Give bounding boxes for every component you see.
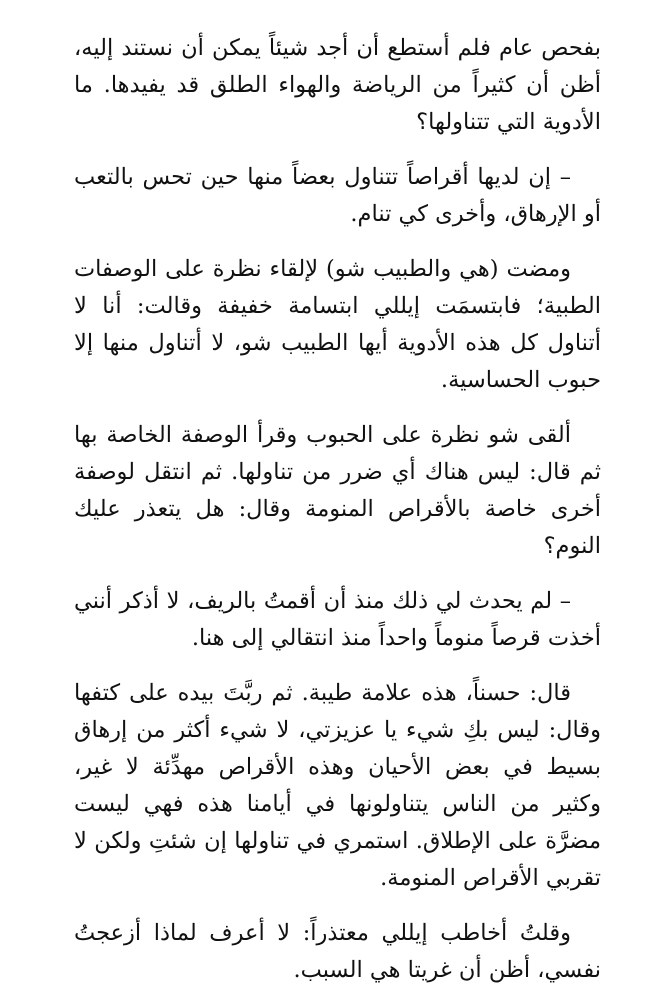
paragraph-prescriptions: ومضت (هي والطبيب شو) لإلقاء نظرة على الوصفات الطبية؛ فابتسمَت إيللي ابتسامة خفيفة وقالت: أنا لا أتناول كل هذه الأدوية أيها الطبيب شو، لا أتناول منها إلا حبوب الحساسية. [74, 256, 601, 393]
paragraph-exam-and-medicines: بفحص عام فلم أستطع أن أجد شيئاً يمكن أن نستند إليه، أظن أن كثيراً من الرياضة والهواء الطلق قد يفيدها. ما الأدوية التي تتناولها؟ [74, 35, 601, 135]
paragraph-dialogue-sleep: – لم يحدث لي ذلك منذ أن أقمتُ بالريف، لا أذكر أنني أخذت قرصاً منوماً واحداً منذ انتقالي إلى هنا. [74, 588, 601, 651]
paragraph-dialogue-tablets: – إن لديها أقراصاً تتناول بعضاً منها حين تحس بالتعب أو الإرهاق، وأخرى كي تنام. [74, 164, 601, 227]
paragraph-shaw-reads-prescription: ألقى شو نظرة على الحبوب وقرأ الوصفة الخاصة بها ثم قال: ليس هناك أي ضرر من تناولها. ثم انتقل لوصفة أخرى خاصة بالأقراص المنومة وقال: هل يتعذر عليك النوم؟ [74, 422, 601, 559]
paragraph-apology: وقلتُ أخاطب إيللي معتذراً: لا أعرف لماذا أزعجتُ نفسي، أظن أن غريتا هي السبب. [74, 920, 601, 983]
book-page [74, 30, 601, 1007]
paragraph-good-sign: قال: حسناً، هذه علامة طيبة. ثم ربَّتَ بيده على كتفها وقال: ليس بكِ شيء يا عزيزتي، لا شيء أكثر من إرهاق بسيط في بعض الأحيان وهذه الأقراص مهدِّئة لا غير، وكثير من الناس يتناولونها في أيامنا هذه فهي ليست مضرَّة على الإطلاق. استمري في تناولها إن شئتِ ولكن لا تقربي الأقراص المنومة. [74, 680, 601, 891]
